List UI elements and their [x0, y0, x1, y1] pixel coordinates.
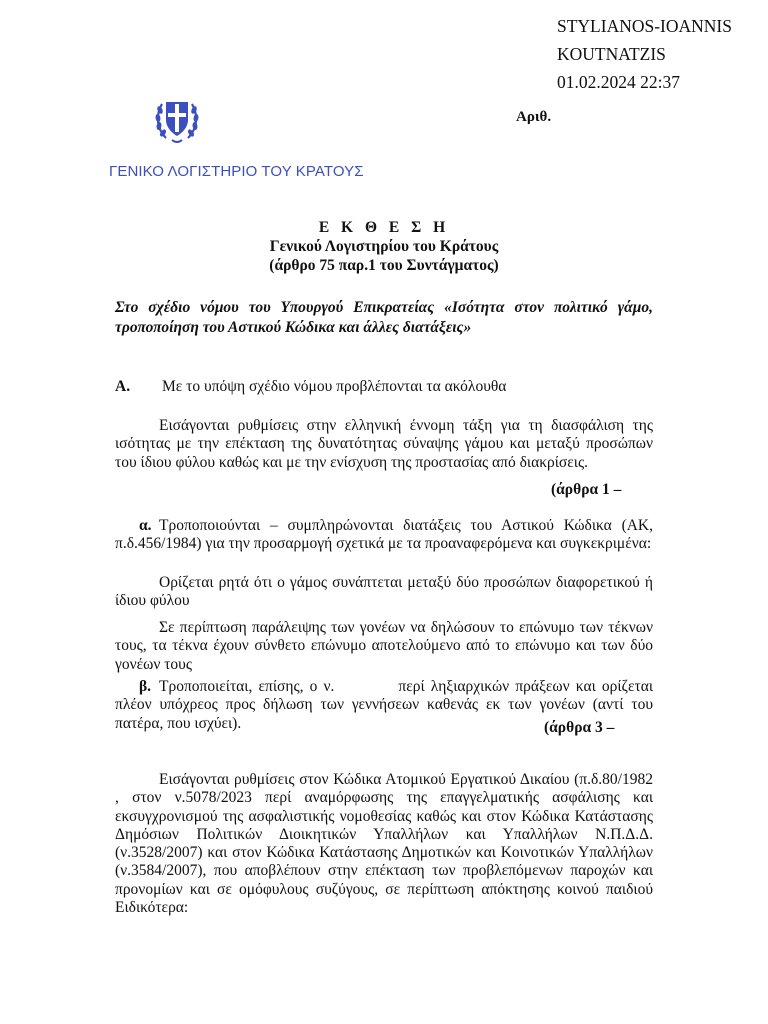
- organization-title: ΓΕΝΙΚΟ ΛΟΓΙΣΤΗΡΙΟ ΤΟΥ ΚΡΑΤΟΥΣ: [109, 163, 364, 180]
- paragraph-equality: [115, 417, 653, 472]
- paragraph-civil-registry-text-a: Τροποποιείται, επίσης, ο ν.: [159, 678, 335, 695]
- section-a-label: Α.: [115, 378, 131, 395]
- articles-reference-3: (άρθρα 3 –: [544, 719, 615, 736]
- report-subtitle: Γενικού Λογιστηρίου του Κράτους: [269, 238, 499, 255]
- section-a: [115, 378, 653, 396]
- paragraph-surname-text: Σε περίπτωση παράλειψης των γονέων να δηλώσουν το επώνυμο των τέκνων τους, τα τέκνα έχουν σύνθετο επώνυμο αποτελούμενο από το επώνυμο και των δύο γονέων τους: [115, 619, 653, 673]
- paragraph-civil-code: [115, 517, 653, 554]
- paragraph-marriage-definition-text: Ορίζεται ρητά ότι ο γάμος συνάπτεται μεταξύ δύο προσώπων διαφορετικού ή ίδιου φύλου: [115, 574, 653, 610]
- paragraph-labour-code: [115, 771, 653, 917]
- digital-signature: [557, 12, 732, 96]
- paragraph-marriage-definition: [115, 574, 653, 611]
- paragraph-civil-code-text: Τροποποιούνται – συμπληρώνονται διατάξεις του Αστικού Κώδικα (ΑΚ, π.δ.456/1984) για την προσαρμογή σχετικά με τα προαναφερόμενα και συγκεκριμένα:: [115, 517, 653, 553]
- paragraph-equality-text: Εισάγονται ρυθμίσεις στην ελληνική έννομη τάξη για τη διασφάλιση της ισότητας με την επέκταση της δυνατότητας σύναψης γάμου και μεταξύ προσώπων του ίδιου φύλου καθώς και με την ενίσχυση της προστασίας από διακρίσεις.: [115, 417, 653, 471]
- paragraph-labour-code-text: Εισάγονται ρυθμίσεις στον Κώδικα Ατομικού Εργατικού Δικαίου (π.δ.80/1982 , στον ν.5078/2023 περί αναμόρφωσης της επαγγελματικής ασφάλισης και εκσυγχρονισμού της ασφαλιστικής νομοθεσίας καθώς και στον Κώδικα Κατάστασης Δημόσιων Πολιτικών Διοικητικών Υπαλλήλων και Υπαλλήλων Ν.Π.Δ.Δ. (ν.3528/2007) και στον Κώδικα Κατάστασης Δημοτικών και Κοινοτικών Υπαλλήλων (ν.3584/2007), που αποβλέπουν στην επέκταση των προβλεπόμενων παροχών και προνομίων και σε ομόφυλους συζύγους, σε περίπτωση απόκτησης κοινού παιδιού Ειδικότερα:: [115, 771, 653, 917]
- paragraph-surname: [115, 619, 653, 674]
- report-constitution-reference: (άρθρο 75 παρ.1 του Συντάγματος): [269, 257, 499, 274]
- hellenic-republic-emblem-icon: [152, 92, 202, 146]
- articles-reference-1: (άρθρα 1 –: [551, 481, 622, 498]
- report-title: Ε Κ Θ Ε Σ Η: [318, 219, 450, 236]
- signer-first-name: STYLIANOS-IOANNIS: [557, 16, 732, 36]
- section-a-intro: Με το υπόψη σχέδιο νόμου προβλέπονται τα ακόλουθα: [162, 378, 507, 395]
- bill-subject: Στο σχέδιο νόμου του Υπουργού Επικρατείας «Ισότητα στον πολιτικό γάμο, τροποποίηση του Αστικού Κώδικα και άλλες διατάξεις»: [115, 299, 653, 336]
- paragraph-civil-registry-label: β.: [139, 678, 152, 695]
- report-heading: [0, 218, 768, 275]
- protocol-number-label: Αριθ.: [516, 109, 552, 125]
- paragraph-civil-registry-text-b: περί ληξιαρχικών πράξεων και ορίζεται πλέον υπόχρεος προς δήλωση των γεννήσεων καθενάς εκ των γονέων (αντί του πατέρα, που ισχύει).: [115, 678, 653, 732]
- signature-timestamp: 01.02.2024 22:37: [557, 72, 680, 92]
- signer-last-name: KOUTNATZIS: [557, 44, 666, 64]
- paragraph-civil-code-label: α.: [139, 517, 152, 534]
